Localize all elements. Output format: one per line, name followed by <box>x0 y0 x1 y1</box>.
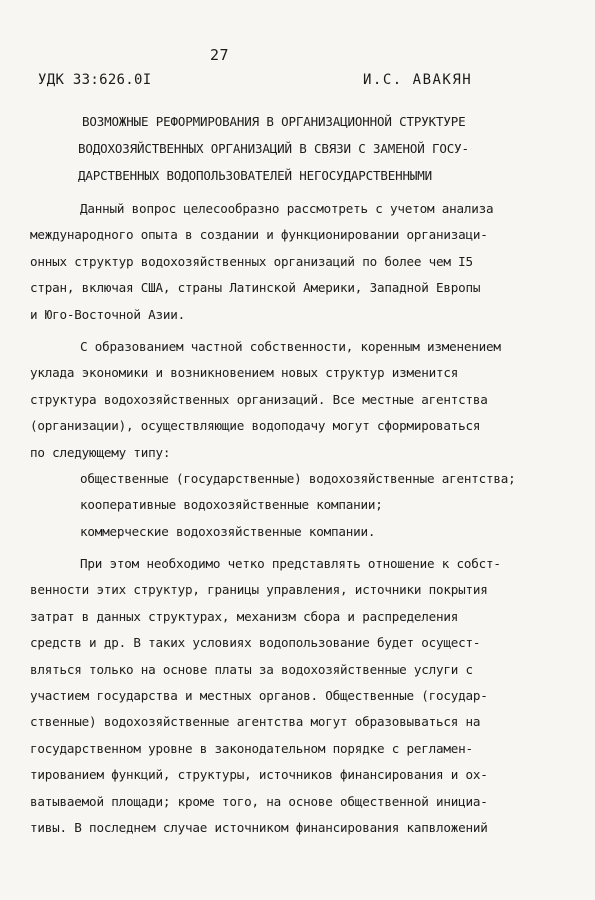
page-number: 27 <box>210 46 230 64</box>
body-line: участием государства и местных органов. Общественные (государ- <box>30 688 488 704</box>
body-line: При этом необходимо четко представлять отношение к собст- <box>80 556 501 572</box>
body-line: онных структур водохозяйственных организаций по более чем I5 <box>30 253 473 269</box>
title-line: ВОДОХОЗЯЙСТВЕННЫХ ОРГАНИЗАЦИЙ В СВЯЗИ С ЗАМЕНОЙ ГОСУ- <box>78 141 469 156</box>
author-name: И.С. АВАКЯН <box>363 72 473 88</box>
article-title <box>60 108 560 189</box>
body-line: по следующему типу: <box>30 444 171 460</box>
body-line: тивы. В последнем случае источником финансирования капвложений <box>30 819 488 835</box>
list-item: общественные (государственные) водохозяйственные агентства; <box>80 470 516 486</box>
body-line: венности этих структур, границы управления, источники покрытия <box>30 582 488 598</box>
body-line: средств и др. В таких условиях водопользование будет осущест- <box>30 635 481 651</box>
body-line: ственные) водохозяйственные агентства могут образовываться на <box>30 714 481 730</box>
body-line: (организации), осуществляющие водоподачу могут сформироваться <box>30 418 481 434</box>
body-line: тированием функций, структуры, источников финансирования и ох- <box>30 767 488 783</box>
udk-code: УДК 33:626.0I <box>38 72 152 88</box>
body-line: структура водохозяйственных организаций. Все местные агентства <box>30 391 488 407</box>
title-line: ДАРСТВЕННЫХ ВОДОПОЛЬЗОВАТЕЛЕЙ НЕГОСУДАРСТВЕННЫМИ <box>78 168 433 183</box>
body-line: затрат в данных структурах, механизм сбора и распределения <box>30 608 459 624</box>
body-line: государственном уровне в законодательном порядке с регламен- <box>30 740 473 756</box>
list-item: кооперативные водохозяйственные компании; <box>80 497 383 513</box>
body-line: уклада экономики и возникновением новых структур изменится <box>30 365 459 381</box>
body-line: вляться только на основе платы за водохозяйственные услуги с <box>30 661 473 677</box>
title-line: ВОЗМОЖНЫЕ РЕФОРМИРОВАНИЯ В ОРГАНИЗАЦИОННОЙ СТРУКТУРЕ <box>82 114 466 129</box>
body-line: С образованием частной собственности, коренным изменением <box>80 338 501 354</box>
body-line: ватываемой площади; кроме того, на основе общественной инициа- <box>30 793 488 809</box>
list-item: коммерческие водохозяйственные компании. <box>80 523 376 539</box>
body-line: международного опыта в создании и функционировании организаци- <box>30 227 488 243</box>
body-line: стран, включая США, страны Латинской Америки, Западной Европы <box>30 280 481 296</box>
body-line: Данный вопрос целесообразно рассмотреть с учетом анализа <box>80 201 494 216</box>
body-line: и Юго-Восточной Азии. <box>30 306 186 322</box>
article-body <box>30 196 570 841</box>
